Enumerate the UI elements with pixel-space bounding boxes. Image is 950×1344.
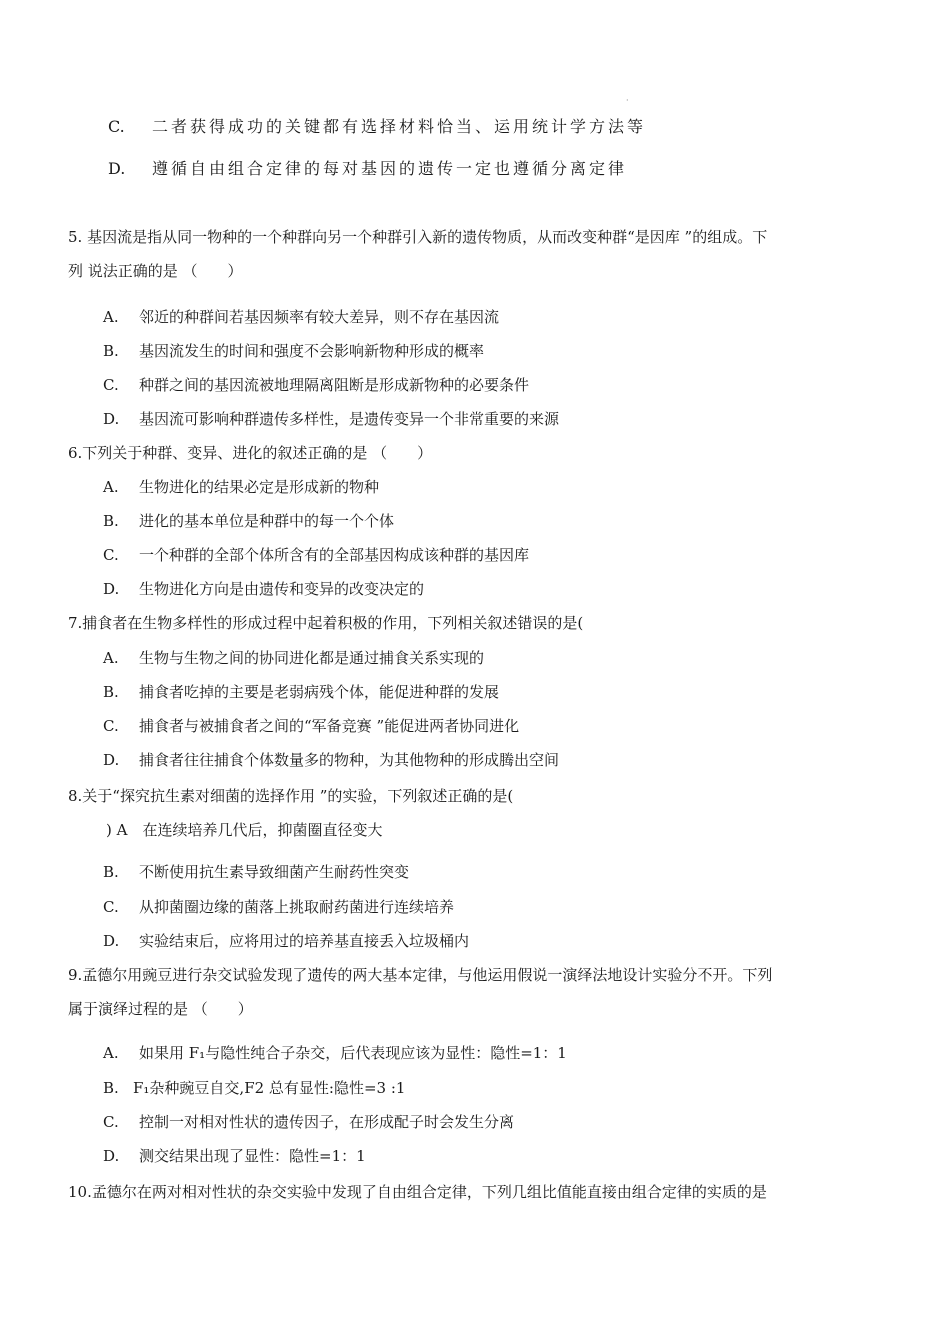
- option-letter: B.: [103, 512, 119, 530]
- option-text: 基因流发生的时间和强度不会影响新物种形成的概率: [139, 342, 485, 360]
- option-text: 控制一对相对性状的遗传因子，在形成配子时会发生分离: [139, 1113, 515, 1131]
- option-text: 二者获得成功的关键都有选择材料恰当、运用统计学方法等: [152, 117, 647, 136]
- option-text: 邻近的种群间若基因频率有较大差异，则不存在基因流: [139, 308, 500, 326]
- option-text: 从抑菌圈边缘的菌落上挑取耐药菌进行连续培养: [139, 898, 455, 916]
- option-letter: C.: [108, 117, 125, 136]
- option-text: 遵循自由组合定律的每对基因的遗传一定也遵循分离定律: [152, 159, 628, 178]
- question-9-stem-line1: 9.孟德尔用豌豆进行杂交试验发现了遗传的两大基本定律，与他运用假说一演绎法地设计实验分不开。下列: [68, 966, 773, 984]
- option-letter: C.: [103, 1113, 119, 1131]
- option-letter: C.: [103, 717, 119, 735]
- prev-option-c: [108, 117, 646, 137]
- option-letter: D.: [103, 751, 120, 769]
- option-letter: D.: [103, 410, 120, 428]
- question-8-option-c: [103, 897, 454, 917]
- question-7-option-d: [103, 750, 559, 770]
- question-7-option-c: [103, 716, 519, 736]
- option-letter: A.: [103, 649, 119, 667]
- question-8-stem-line2: ) A 在连续培养几代后，抑菌圈直径变大: [106, 821, 383, 839]
- question-6-option-b: [103, 511, 394, 531]
- option-text: 进化的基本单位是种群中的每一个个体: [139, 512, 395, 530]
- question-7-stem: 7.捕食者在生物多样性的形成过程中起着积极的作用，下列相关叙述错误的是(: [68, 614, 584, 632]
- option-letter: D.: [103, 932, 120, 950]
- question-9-option-d: [103, 1146, 366, 1166]
- question-7-option-b: [103, 682, 499, 702]
- option-letter: D.: [108, 159, 126, 178]
- question-5-option-b: [103, 341, 484, 361]
- option-letter: B.: [103, 342, 119, 360]
- option-text: 捕食者往往捕食个体数量多的物种，为其他物种的形成腾出空间: [139, 751, 560, 769]
- question-5-option-a: [103, 307, 499, 327]
- option-text: 如果用 F₁与隐性纯合子杂交，后代表现应该为显性：隐性=1：1: [139, 1044, 567, 1062]
- option-letter: A.: [103, 478, 119, 496]
- option-text: 实验结束后，应将用过的培养基直接丢入垃圾桶内: [139, 932, 470, 950]
- page-mark-dot: ·: [626, 96, 629, 105]
- option-letter: A.: [103, 308, 119, 326]
- option-letter: C.: [103, 546, 119, 564]
- option-text: 不断使用抗生素导致细菌产生耐药性突变: [139, 863, 410, 881]
- question-9-option-a: [103, 1043, 567, 1063]
- option-letter: B.: [103, 683, 119, 701]
- question-6-option-c: [103, 545, 529, 565]
- option-letter: C.: [103, 376, 119, 394]
- option-text: 捕食者吃掉的主要是老弱病残个体，能促进种群的发展: [139, 683, 500, 701]
- option-text: 生物与生物之间的协同进化都是通过捕食关系实现的: [139, 649, 485, 667]
- question-6-option-a: [103, 477, 379, 497]
- question-5-option-d: [103, 409, 559, 429]
- option-text: 种群之间的基因流被地理隔离阻断是形成新物种的必要条件: [139, 376, 530, 394]
- option-letter: C.: [103, 898, 119, 916]
- option-letter: D.: [103, 580, 120, 598]
- question-10-stem: 10.孟德尔在两对相对性状的杂交实验中发现了自由组合定律，下列几组比值能直接由组合定律的实质的是: [68, 1183, 767, 1201]
- question-8-stem-line1: 8.关于“探究抗生素对细菌的选择作用 ”的实验，下列叙述正确的是(: [68, 787, 514, 805]
- option-letter: B.: [103, 1079, 119, 1097]
- question-9-option-c: [103, 1112, 514, 1132]
- option-text: 捕食者与被捕食者之间的“军备竞赛 ”能促进两者协同进化: [139, 717, 520, 735]
- question-7-option-a: [103, 648, 484, 668]
- option-text: 生物进化的结果必定是形成新的物种: [139, 478, 380, 496]
- option-text: 一个种群的全部个体所含有的全部基因构成该种群的基因库: [139, 546, 530, 564]
- question-9-stem-line2: 属于演绎过程的是 （ ）: [68, 1000, 253, 1018]
- option-text: 测交结果出现了显性：隐性=1：1: [139, 1147, 366, 1165]
- question-6-option-d: [103, 579, 424, 599]
- question-8-option-d: [103, 931, 469, 951]
- question-5-option-c: [103, 375, 529, 395]
- question-6-stem: 6.下列关于种群、变异、进化的叙述正确的是 （ ）: [68, 444, 433, 462]
- question-5-stem-line2: 列 说法正确的是 （ ）: [68, 262, 243, 280]
- option-letter: B.: [103, 863, 119, 881]
- prev-option-d: [108, 159, 627, 179]
- option-letter: A.: [103, 1044, 119, 1062]
- option-text: 生物进化方向是由遗传和变异的改变决定的: [139, 580, 425, 598]
- option-letter: D.: [103, 1147, 120, 1165]
- question-9-option-b: [103, 1078, 405, 1098]
- option-text: F₁杂种豌豆自交,F2 总有显性:隐性=3 :1: [133, 1079, 406, 1097]
- option-text: 基因流可影响种群遗传多样性，是遗传变异一个非常重要的来源: [139, 410, 560, 428]
- question-8-option-b: [103, 862, 409, 882]
- question-5-stem-line1: 5. 基因流是指从同一物种的一个种群向另一个种群引入新的遗传物质，从而改变种群“是因库 ”的组成。下: [68, 228, 768, 246]
